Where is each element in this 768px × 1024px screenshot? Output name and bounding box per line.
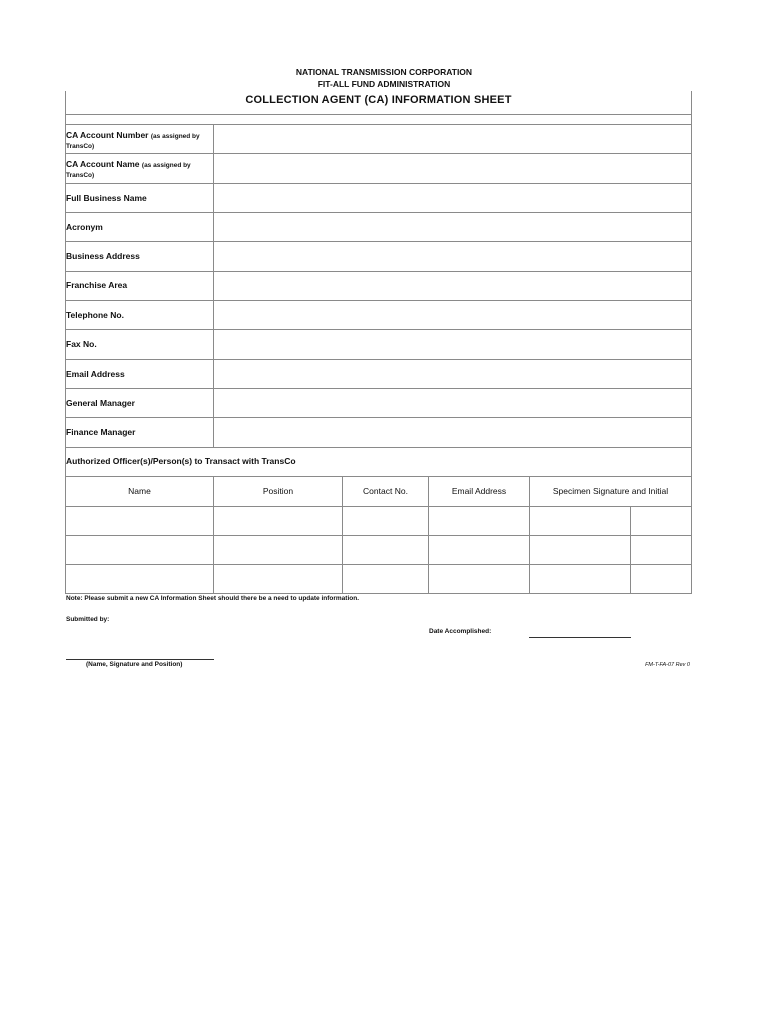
authorized-contact-cell[interactable]: [343, 507, 428, 535]
field-label-email-address: Email Address: [66, 369, 125, 379]
field-label-ca-account-number: CA Account Number (as assigned by TransCo): [66, 130, 200, 150]
general-manager-field[interactable]: [214, 389, 691, 417]
authorized-name-cell[interactable]: [66, 536, 213, 564]
authorized-initial-cell[interactable]: [631, 536, 691, 564]
department-name: FIT-ALL FUND ADMINISTRATION: [317, 79, 451, 89]
field-label-franchise-area: Franchise Area: [66, 280, 128, 290]
full-business-name-field[interactable]: [214, 184, 691, 212]
field-label-acronym: Acronym: [66, 222, 103, 232]
field-label-finance-manager: Finance Manager: [66, 427, 136, 437]
field-label-fax: Fax No.: [66, 339, 97, 349]
authorized-initial-cell[interactable]: [631, 507, 691, 535]
column-header-position: Position: [262, 486, 294, 496]
authorized-signature-cell[interactable]: [530, 565, 630, 593]
authorized-contact-cell[interactable]: [343, 536, 428, 564]
field-label-general-manager: General Manager: [66, 398, 135, 408]
authorized-email-cell[interactable]: [429, 507, 529, 535]
column-header-email: Email Address: [451, 486, 507, 496]
ca-account-number-field[interactable]: [214, 125, 691, 153]
authorized-email-cell[interactable]: [429, 565, 529, 593]
acronym-field[interactable]: [214, 213, 691, 241]
form-number: FM-T-FA-07 Rev 0: [645, 662, 690, 668]
authorized-signature-cell[interactable]: [530, 536, 630, 564]
field-label-full-business-name: Full Business Name: [66, 193, 147, 203]
authorized-position-cell[interactable]: [214, 565, 342, 593]
authorized-contact-cell[interactable]: [343, 565, 428, 593]
email-address-field[interactable]: [214, 360, 691, 388]
authorized-name-cell[interactable]: [66, 507, 213, 535]
column-header-name: Name: [128, 486, 151, 496]
date-accomplished-line[interactable]: [529, 637, 631, 638]
signature-line[interactable]: [66, 659, 214, 660]
submitted-by-label: Submitted by:: [66, 616, 110, 623]
authorized-email-cell[interactable]: [429, 536, 529, 564]
authorized-signature-cell[interactable]: [530, 507, 630, 535]
organization-name: NATIONAL TRANSMISSION CORPORATION: [295, 67, 473, 77]
column-header-contact: Contact No.: [363, 486, 408, 496]
divider: [65, 114, 692, 115]
field-label-ca-account-name: CA Account Name (as assigned by TransCo): [66, 159, 191, 179]
authorized-heading: Authorized Officer(s)/Person(s) to Transact with TransCo: [66, 456, 296, 466]
authorized-position-cell[interactable]: [214, 536, 342, 564]
divider: [65, 447, 692, 448]
form-title: COLLECTION AGENT (CA) INFORMATION SHEET: [245, 94, 512, 106]
authorized-position-cell[interactable]: [214, 507, 342, 535]
update-note: Note: Please submit a new CA Information Sheet should there be a need to update information.: [66, 595, 360, 602]
ca-account-name-field[interactable]: [214, 154, 691, 183]
franchise-area-field[interactable]: [214, 272, 691, 300]
authorized-name-cell[interactable]: [66, 565, 213, 593]
authorized-initial-cell[interactable]: [631, 565, 691, 593]
date-accomplished-label: Date Accomplished:: [429, 628, 492, 635]
column-header-signature: Specimen Signature and Initial: [552, 486, 669, 496]
signature-caption: (Name, Signature and Position): [86, 661, 183, 668]
finance-manager-field[interactable]: [214, 418, 691, 447]
telephone-field[interactable]: [214, 301, 691, 329]
fax-field[interactable]: [214, 330, 691, 359]
field-label-telephone: Telephone No.: [66, 310, 124, 320]
field-label-business-address: Business Address: [66, 251, 140, 261]
business-address-field[interactable]: [214, 242, 691, 271]
